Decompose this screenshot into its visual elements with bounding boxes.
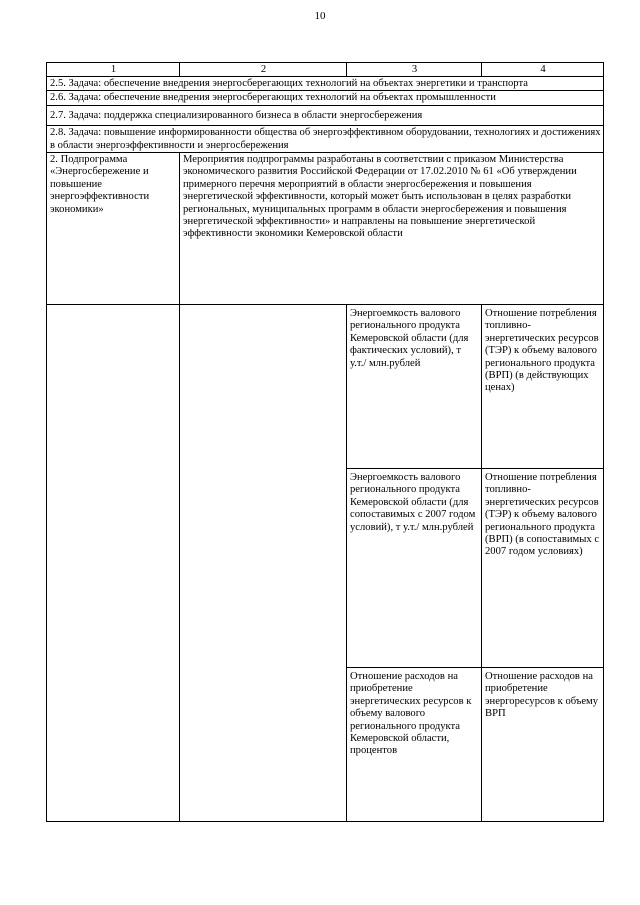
indicator-row: [47, 305, 604, 469]
indicator-name: Энергоемкость валового регионального продукта Кемеровской области (для фактических условий), т у.т./ млн.рублей: [347, 305, 482, 469]
table-header-row: [47, 63, 604, 77]
task-text: 2.8. Задача: повышение информированности общества об энергоэффективном оборудовании, технологиях и достижениях в области энергоэффективности и энергосбережения: [47, 126, 604, 153]
column-header: 2: [180, 63, 347, 77]
indicator-description: Отношение потребления топливно-энергетических ресурсов (ТЭР) к объему валового регионального продукта (ВРП) (в сопоставимых с 2007 годом условиях): [482, 469, 604, 668]
task-row: [47, 105, 604, 125]
empty-cell: [180, 305, 347, 822]
subprogram-description: Мероприятия подпрограммы разработаны в соответствии с приказом Министерства экономического развития Российской Федерации от 17.02.2010 № 61 «Об утверждении примерного перечня мероприятий в области энергосбережения и повышения энергетической эффективности, который может быть использован в целях разработки региональных, муниципальных программ в области энергосбережения и повышения энергетической эффективности» и направлены на повышение энергетической эффективности экономики Кемеровской области: [180, 153, 604, 305]
task-text: 2.5. Задача: обеспечение внедрения энергосберегающих технологий на объектах энергетики и транспорта: [47, 77, 604, 91]
task-row: [47, 91, 604, 105]
indicator-description: Отношение потребления топливно-энергетических ресурсов (ТЭР) к объему валового регионального продукта (ВРП) (в действующих ценах): [482, 305, 604, 469]
empty-cell: [47, 305, 180, 822]
indicator-name: Отношение расходов на приобретение энергетических ресурсов к объему валового регионального продукта Кемеровской области, процентов: [347, 668, 482, 822]
subprogram-name: 2. Подпрограмма «Энергосбережение и повышение энергоэффективности экономики»: [47, 153, 180, 305]
task-text: 2.7. Задача: поддержка специализированного бизнеса в области энергосбережения: [47, 105, 604, 125]
program-table: [46, 62, 604, 822]
column-header: 4: [482, 63, 604, 77]
indicator-description: Отношение расходов на приобретение энергоресурсов к объему ВРП: [482, 668, 604, 822]
task-row: [47, 126, 604, 153]
task-row: [47, 77, 604, 91]
column-header: 1: [47, 63, 180, 77]
task-text: 2.6. Задача: обеспечение внедрения энергосберегающих технологий на объектах промышленности: [47, 91, 604, 105]
column-header: 3: [347, 63, 482, 77]
subprogram-row: [47, 153, 604, 305]
page-number: 10: [314, 10, 326, 22]
indicator-name: Энергоемкость валового регионального продукта Кемеровской области (для сопоставимых с 2007 годом условий), т у.т./ млн.рублей: [347, 469, 482, 668]
